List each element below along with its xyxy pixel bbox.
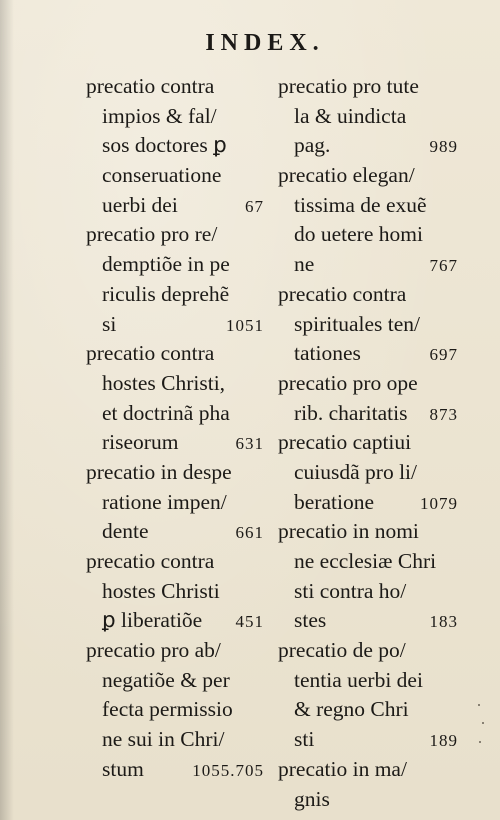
entry-text: precatio contra bbox=[86, 549, 215, 573]
index-entry-line bbox=[86, 339, 264, 369]
page-number: 631 bbox=[235, 434, 264, 454]
index-entry-line bbox=[278, 220, 458, 250]
index-entry-line bbox=[86, 666, 264, 696]
index-entry-line bbox=[278, 191, 458, 221]
entry-text: beratione bbox=[294, 489, 374, 514]
index-column-right bbox=[278, 72, 458, 814]
entry-text: do uetere homi bbox=[294, 222, 423, 247]
index-entry-line bbox=[278, 161, 458, 191]
entry-text: negatiõe & per bbox=[102, 667, 230, 692]
entry-text: precatio in nomi bbox=[278, 519, 419, 544]
entry-text: hostes Christi, bbox=[102, 370, 226, 395]
running-header: INDEX. bbox=[205, 30, 325, 56]
entry-text: precatio pro ab/ bbox=[86, 638, 221, 663]
page-number: 1051 bbox=[226, 315, 264, 335]
index-entry-line bbox=[278, 102, 458, 132]
entry-text: impios & fal/ bbox=[102, 103, 217, 128]
index-entry-line bbox=[278, 369, 458, 399]
index-entry-line bbox=[86, 102, 264, 132]
index-entry-line bbox=[86, 488, 264, 518]
page-number: 767 bbox=[429, 256, 458, 276]
paper-specks bbox=[476, 700, 486, 760]
index-entry-line bbox=[86, 458, 264, 488]
entry-text: sos doctores ꝑ bbox=[102, 133, 227, 158]
index-entry-line bbox=[278, 280, 458, 310]
index-entry-line bbox=[278, 458, 458, 488]
entry-text: demptiõe in pe bbox=[102, 252, 230, 277]
entry-text: riculis deprehẽ bbox=[102, 281, 230, 306]
entry-text: gnis bbox=[294, 786, 330, 811]
entry-text: stes bbox=[294, 608, 327, 633]
entry-text: ne ecclesiæ Chri bbox=[294, 549, 437, 573]
index-entry-line bbox=[278, 72, 458, 102]
entry-text: uerbi dei bbox=[102, 192, 178, 217]
page-number: 661 bbox=[235, 523, 264, 543]
index-entry-line bbox=[278, 131, 458, 161]
index-entry-line bbox=[278, 725, 458, 755]
entry-text: la & uindicta bbox=[294, 103, 407, 128]
index-entry-line bbox=[278, 339, 458, 369]
page-number: 989 bbox=[429, 137, 458, 157]
index-entry-line bbox=[86, 250, 264, 280]
index-entry-line bbox=[86, 636, 264, 666]
entry-text: dente bbox=[102, 519, 149, 544]
page-number: 1079 bbox=[420, 493, 458, 513]
index-entry-line bbox=[86, 517, 264, 547]
index-entry-line bbox=[278, 606, 458, 636]
index-entry-line bbox=[278, 517, 458, 547]
index-entry-line bbox=[86, 428, 264, 458]
entry-text: precatio in ma/ bbox=[278, 756, 407, 781]
page-number: 1055.705 bbox=[192, 760, 264, 780]
index-entry-line bbox=[278, 310, 458, 340]
index-entry-line bbox=[86, 191, 264, 221]
entry-text: precatio pro ope bbox=[278, 370, 418, 395]
index-entry-line bbox=[278, 785, 458, 815]
index-entry-line bbox=[278, 755, 458, 785]
entry-text: ꝑ liberatiõe bbox=[102, 608, 203, 633]
entry-text: precatio contra bbox=[278, 281, 407, 306]
entry-text: precatio elegan/ bbox=[278, 163, 415, 188]
entry-text: ratione impen/ bbox=[102, 489, 227, 514]
entry-text: tationes bbox=[294, 341, 361, 366]
index-entry-line bbox=[86, 606, 264, 636]
index-entry-line bbox=[86, 695, 264, 725]
entry-text: riseorum bbox=[102, 430, 179, 455]
entry-text: ne bbox=[294, 252, 315, 277]
entry-text: conseruatione bbox=[102, 163, 222, 188]
entry-text: precatio contra bbox=[86, 341, 215, 366]
entry-text: pag. bbox=[294, 133, 331, 158]
page-number: 697 bbox=[429, 345, 458, 365]
entry-text: sti bbox=[294, 727, 315, 752]
index-entry-line bbox=[278, 547, 458, 577]
index-entry-line bbox=[86, 399, 264, 429]
index-entry-line bbox=[278, 695, 458, 725]
entry-text: sti contra ho/ bbox=[294, 578, 407, 603]
index-entry-line bbox=[86, 547, 264, 577]
page-number: 67 bbox=[245, 196, 264, 216]
entry-text: spirituales ten/ bbox=[294, 311, 420, 336]
index-entry-line bbox=[278, 636, 458, 666]
index-entry-line bbox=[278, 250, 458, 280]
entry-text: precatio captiui bbox=[278, 430, 412, 455]
page-number: 189 bbox=[429, 731, 458, 751]
entry-text: & regno Chri bbox=[294, 697, 409, 722]
index-entry-line bbox=[86, 280, 264, 310]
index-entry-line bbox=[278, 399, 458, 429]
index-entry-line bbox=[86, 161, 264, 191]
index-entry-line bbox=[86, 725, 264, 755]
index-entry-line bbox=[86, 755, 264, 785]
index-entry-line bbox=[86, 72, 264, 102]
entry-text: hostes Christi bbox=[102, 578, 220, 603]
entry-text: fecta permissio bbox=[102, 697, 233, 722]
index-entry-line bbox=[86, 220, 264, 250]
entry-text: precatio contra bbox=[86, 74, 215, 98]
page-number: 873 bbox=[429, 404, 458, 424]
index-entry-line bbox=[86, 310, 264, 340]
page-number: 451 bbox=[235, 612, 264, 632]
index-column-left bbox=[86, 72, 264, 785]
entry-text: rib. charitatis bbox=[294, 400, 408, 425]
entry-text: ne sui in Chri/ bbox=[102, 727, 225, 752]
index-entry-line bbox=[278, 577, 458, 607]
index-entry-line bbox=[278, 666, 458, 696]
index-entry-line bbox=[278, 488, 458, 518]
index-entry-line bbox=[278, 428, 458, 458]
entry-text: cuiusdã pro li/ bbox=[294, 459, 418, 484]
page-number: 183 bbox=[429, 612, 458, 632]
index-entry-line bbox=[86, 577, 264, 607]
entry-text: tissima de exuẽ bbox=[294, 192, 427, 217]
entry-text: si bbox=[102, 311, 117, 336]
index-entry-line bbox=[86, 369, 264, 399]
entry-text: precatio pro tute bbox=[278, 74, 419, 98]
entry-text: precatio de po/ bbox=[278, 638, 406, 663]
entry-text: tentia uerbi dei bbox=[294, 667, 423, 692]
entry-text: precatio in despe bbox=[86, 459, 232, 484]
entry-text: stum bbox=[102, 756, 144, 781]
index-entry-line bbox=[86, 131, 264, 161]
entry-text: et doctrinã pha bbox=[102, 400, 230, 425]
entry-text: precatio pro re/ bbox=[86, 222, 218, 247]
